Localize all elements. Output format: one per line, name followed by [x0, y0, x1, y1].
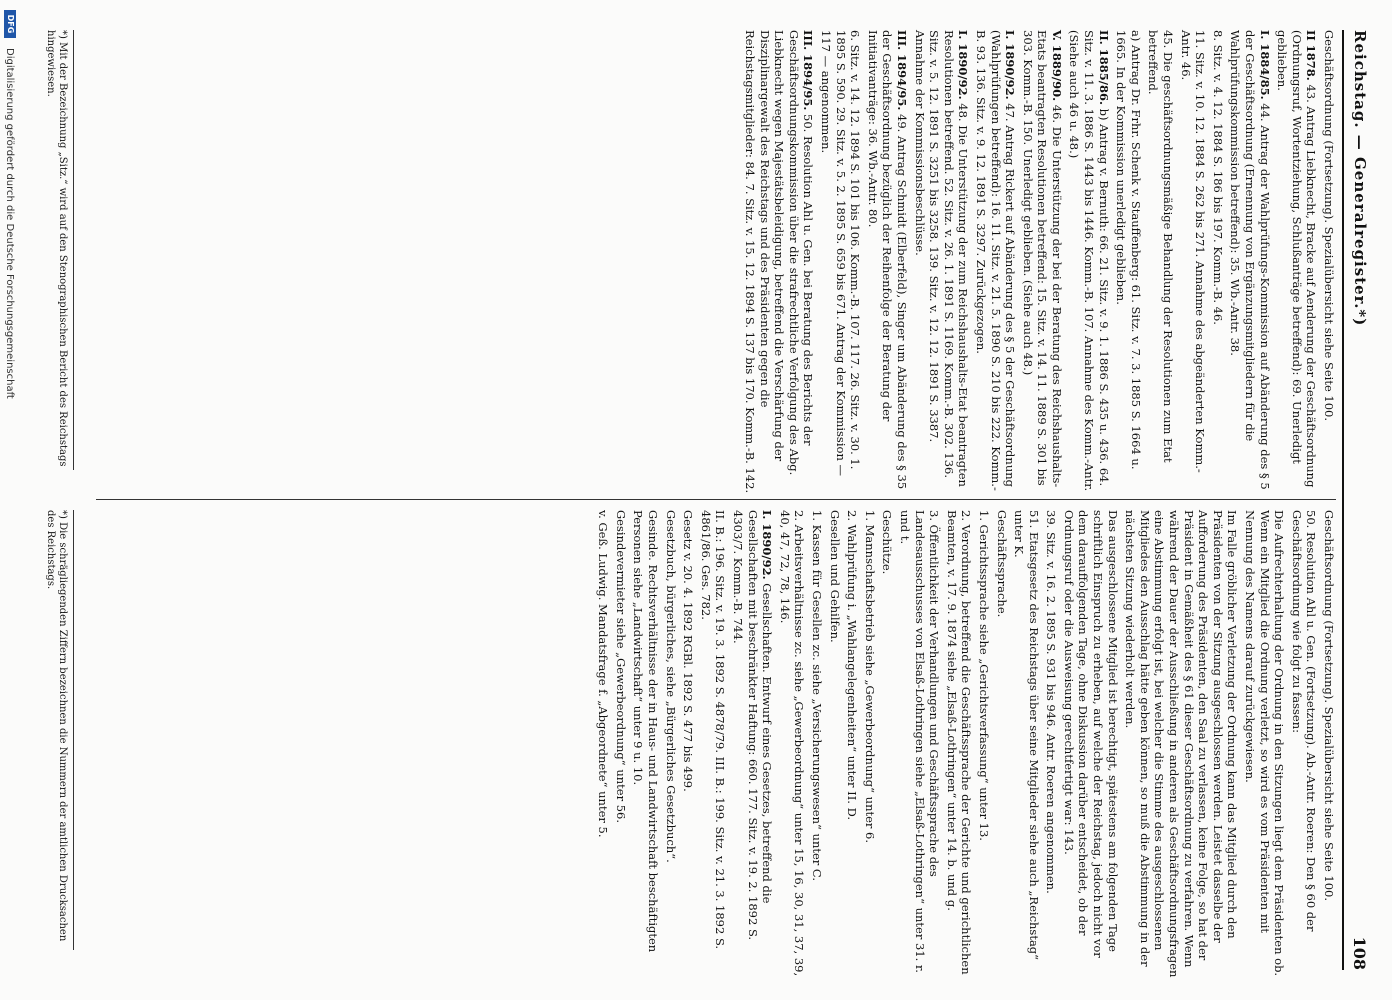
index-entry	[818, 30, 862, 498]
digitization-credit	[0, 0, 20, 1000]
index-entry	[865, 30, 909, 498]
header-rule	[1342, 30, 1344, 970]
index-entry	[994, 510, 1009, 978]
index-entry	[613, 510, 628, 978]
entry-text: b) Antrag v. Bernuth: 66. 21. Sitz. v. 9. 1. 1886 S. 435 u. 436. 64. Sitz. v. 11. 3. 1886 S. 1443 bis 1446. Komm.-B. 107. Annahme des Komm.-Antr. (Siehe auch 46 u. 48.)	[1067, 30, 1111, 492]
index-entry	[698, 510, 727, 978]
index-entry	[1321, 30, 1336, 498]
entry-text: 51. Etatsgesetz des Reichstags über seine Mitglieder siehe auch „Reichstag“ unter K.	[1012, 510, 1041, 961]
index-entry	[845, 510, 860, 978]
column-divider	[96, 499, 1336, 500]
index-entry	[809, 510, 824, 978]
index-entry	[1321, 510, 1336, 978]
page-header	[1346, 30, 1374, 970]
session-marker: V. 1889/90.	[1049, 30, 1064, 102]
entry-text: Gesinde. Rechtsverhältnisse der in Haus- und Landwirtschaft beschäftigten Personen siehe „Landwirtschaft“ unter 9 u. 10.	[631, 510, 661, 953]
index-entry	[1146, 30, 1175, 498]
session-marker: III. 1894/95.	[801, 30, 816, 111]
index-entry	[681, 510, 696, 978]
entry-text: Geschäftssprache.	[994, 510, 1009, 618]
index-entry	[1044, 510, 1059, 978]
entry-text: 45. Die geschäftsordnungsmäßige Behandlung der Resolutionen zum Etat betreffend.	[1146, 30, 1176, 463]
index-entry	[880, 510, 895, 978]
entry-text: Geschäftsordnung (Fortsetzung). Spezialübersicht siehe Seite 100.	[1322, 510, 1336, 902]
entry-text: 46. Die Unterstützung der bei der Beratung des Reichshaushalts-Etats beantragten Resolutionen betreffend: 15. Sitz. v. 14. 11. 1889 S. 301 bis 303. Komm.-B. 150. Unerledigt geblieben. (Siehe auch 48.)	[1020, 30, 1064, 488]
entry-text: Gesindevermieter siehe „Gewerbeordnung“ unter 56.	[613, 510, 628, 824]
index-entry	[742, 30, 815, 498]
entry-text: Gesetzbuch, bürgerliches, siehe „Bürgerliches Gesetzbuch“.	[663, 510, 678, 863]
entry-text: 1. Mannschaftsbetrieb siehe „Gewerbeordnung“ unter 6.	[862, 510, 877, 844]
entry-text: 6. Sitz. v. 14. 12. 1894 S. 101 bis 106. Komm.-B. 107. 117. 26. Sitz. v. 30. 1. 1895 S. 590. 29. Sitz. v. 5. 2. 1895 S. 659 bis 671. Antrag der Kommission — 117 — angenommen.	[819, 30, 863, 477]
index-entry	[1123, 510, 1240, 978]
index-entry	[730, 510, 774, 978]
index-entry	[1061, 510, 1119, 978]
entry-text: Gesellschaften. Entwurf eines Gesetzes, betreffend die Gesellschaften mit beschränkter Haftung: 660. 177. Sitz. v. 19. 2. 1892 S. 4303/7. Komm.-B. 744.	[731, 510, 775, 941]
index-entry	[1275, 30, 1319, 498]
entry-text: II. B.: 196. Sitz. v. 19. 3. 1892 S. 4878/79. III. B.: 199. Sitz. v. 21. 3. 1892 S. 4861/86. Ges. 782.	[698, 510, 728, 950]
index-entry	[1067, 30, 1111, 498]
footnote-right: *) Die schrägliegenden Ziffern bezeichnen die Nummern der amtlichen Drucksachen des Reichstags.	[45, 510, 68, 942]
footnote-left: *) Mit der Bezeichnung „Sitz.“ wird auf den Stenographischen Bericht des Reichstags hingewiesen.	[45, 30, 68, 467]
entry-text: Geschütze.	[880, 510, 895, 575]
entry-text: 1. Gerichtssprache siehe „Gerichtsverfassung“ unter 13.	[976, 510, 991, 841]
footnote-rule-right	[73, 510, 74, 950]
session-marker: I. 1884/85.	[1257, 30, 1272, 100]
page-number: 108	[1350, 936, 1370, 970]
entry-text: 8. Sitz. v. 4. 12. 1884 S. 186 bis 197. Komm.-B. 46.	[1210, 30, 1225, 325]
index-entry	[944, 510, 973, 978]
index-entry	[777, 510, 806, 978]
footnote-rule-left	[73, 30, 74, 470]
entry-text: a) Antrag Dr. Frhr. Schenk v. Stauffenberg: 61. Sitz. v. 7. 3. 1885 S. 1664 u. 1665. In der Kommission unerledigt geblieben.	[1114, 30, 1143, 470]
entry-text: Die Aufrechterhaltung der Ordnung in den Sitzungen liegt dem Präsidenten ob. Wenn ein Mitglied die Ordnung verletzt, so wird es vom Präsidenten mit Nennung des Namens darauf zurückgewiesen.	[1243, 510, 1287, 977]
credit-text: Digitalisierung gefördert durch die Deutsche Forschungsgemeinschaft	[4, 48, 16, 399]
right-column	[593, 510, 1336, 978]
entry-text: Das ausgeschlossene Mitglied ist berechtigt, spätestens am folgenden Tage schriftlich Einspruch zu erheben, auf welche der Reichstag, jedoch nicht vor dem darauffolgenden Tage, ohne Diskussion darüber entscheidet, ob der Ordnungsruf oder die Ausweisung gerechtfertigt war: 143.	[1061, 510, 1120, 958]
entry-text: 50. Resolution Ahl u. Gen. bei Beratung des Berichts der Geschäftsordnungskommission über die strafrechtliche Verfolgung des Abg. Liebknecht wegen Majestätsbeleidigung, betreffend die Verschärfung der Disziplinargewalt des Reichstags und des Präsidenten gegen die Reichstagsmitglieder: 84. 7. Sitz. v. 15. 12. 1894 S. 137 bis 170. Komm.-B. 142.	[743, 30, 816, 494]
entry-text: v. Geß. Ludwig. Mandatsfrage f. „Abgeordnete“ unter 5.	[596, 510, 611, 838]
entry-text: 48. Die Unterstützung der zum Reichshaushalts-Etat beantragten Resolutionen betreffend. 52. Sitz. v. 26. 1. 1891 S. 1169. Komm.-B. 302. 136. Sitz. v. 5. 12. 1891 S. 3251 bis 3258. 139. Sitz. v. 12. 12. 1891 S. 3387. Annahme der Kommissionsbeschlüsse.	[912, 30, 971, 487]
session-marker: III. 1894/95.	[894, 30, 909, 111]
entry-text: 2. Wahlprüfung i. „Wahlangelegenheiten“ unter II. D.	[845, 510, 860, 821]
entry-text: Gesetz v. 20. 4. 1892 RGBl. 1892 S. 477 bis 499.	[681, 510, 696, 792]
entry-text: 50. Resolution Ahl u. Gen. (Fortsetzung). Ab.-Antr. Roeren: Den § 60 der Geschäftsordnung wie folgt zu fassen:	[1289, 510, 1319, 932]
entry-text: 1. Kassen für Gesellen zc. siehe „Versicherungswesen“ unter C.	[810, 510, 824, 881]
index-entry	[1210, 30, 1225, 498]
entry-text: 49. Antrag Schmidt (Elberfeld), Singer um Abänderung des § 35 der Geschäftsordnung bezüglich der Reihenfolge der Beratung der Initiativanträge: 36. Wb.-Antr. 80.	[865, 30, 909, 490]
index-entry	[1242, 510, 1286, 978]
index-entry	[596, 510, 611, 978]
entry-text: Gesellen und Gehilfen.	[827, 510, 842, 643]
entry-text: 43. Antrag Liebknecht, Bracke auf Aenderung der Geschäftsordnung (Ordnungsruf, Wortentziehung, Schlußanträge betreffend): 69. Unerledigt geblieben.	[1275, 30, 1319, 488]
entry-text: 11. Sitz. v. 10. 12. 1884 S. 262 bis 271. Annahme des abgeänderten Komm.-Antr. 46.	[1178, 30, 1208, 473]
dfg-logo: DFG	[4, 10, 16, 38]
index-entry	[976, 510, 991, 978]
session-marker: I. 1890/92.	[956, 30, 971, 100]
index-entry	[1289, 510, 1318, 978]
index-entry	[1114, 30, 1143, 498]
index-entry	[897, 510, 941, 978]
index-entry	[1012, 510, 1041, 978]
index-entry	[631, 510, 660, 978]
left-column	[739, 30, 1336, 498]
index-entry	[973, 30, 1017, 498]
index-entry	[1178, 30, 1207, 498]
index-entry	[912, 30, 970, 498]
running-head: Reichstag. — Generalregister.*)	[1351, 30, 1369, 327]
index-entry	[1020, 30, 1064, 498]
entry-text: Im Falle gröblicher Verletzung der Ordnung kann das Mitglied durch den Präsidenten von der Sitzung ausgeschlossen werden. Leistet dasselbe der Aufforderung des Präsidenten, den Saal zu verlassen, keine Folge, so hat der Präsident in Gemäßheit des § 61 dieser Geschäftsordnung zu verfahren. Wenn während der Dauer der Ausschließung in anderen als Geschäftsordnungsfragen eine Abstimmung erfolgt ist, bei welcher die Stimme des ausgeschlossenen Mitgliedes den Ausschlag hätte geben können, so muß die Abstimmung in der nächsten Sitzung wiederholt werden.	[1123, 510, 1240, 978]
index-entry	[1228, 30, 1272, 498]
entry-text: 47. Antrag Rickert auf Abänderung des § 5 der Geschäftsordnung (Wahlprüfungen betreffend): 16. 11. Sitz. v. 21. 5. 1890 S. 210 bis 222. Komm.-B. 93. 136. Sitz. v. 9. 12. 1891 S. 3297. Zurückgezogen.	[973, 30, 1018, 491]
session-marker: II. 1885/86.	[1096, 30, 1111, 105]
session-marker: I. 1890/92.	[1003, 30, 1018, 100]
entry-text: 44. Antrag der Wahlprüfungs-Kommission auf Abänderung des § 5 der Geschäftsordnung (Ernennung von Ergänzungsmitgliedern für die Wahlprüfungskommission betreffend): 35. Wb.-Antr. 38.	[1228, 30, 1272, 490]
index-entry	[862, 510, 877, 978]
session-marker: II 1878.	[1304, 30, 1319, 81]
entry-text: 2. Arbeitsverhältnisse zc. siehe „Gewerbeordnung“ unter 15, 16, 30, 31, 37, 39, 40, 47, 72, 78, 146.	[777, 510, 807, 977]
session-marker: I. 1890/92.	[760, 510, 775, 580]
entry-text: 2. Verordnung, betreffend die Geschäftssprache der Gerichte und gerichtlichen Beamten, v. 17. 9. 1874 siehe „Elsaß-Lothringen“ unter 14. b. und g.	[944, 510, 974, 975]
index-entry	[827, 510, 842, 978]
index-entry	[663, 510, 678, 978]
entry-text: Geschäftsordnung (Fortsetzung). Spezialübersicht siehe Seite 100.	[1322, 30, 1336, 422]
entry-text: 39. Sitz. v. 16. 2. 1895 S. 931 bis 946. Antr. Roeren angenommen.	[1044, 510, 1059, 894]
entry-text: 3. Öffentlichkeit der Verhandlungen und Geschäftssprache des Landesausschusses von Elsaß-Lothringen siehe „Elsaß-Lothringen“ unter 31. r. und t.	[897, 510, 942, 973]
